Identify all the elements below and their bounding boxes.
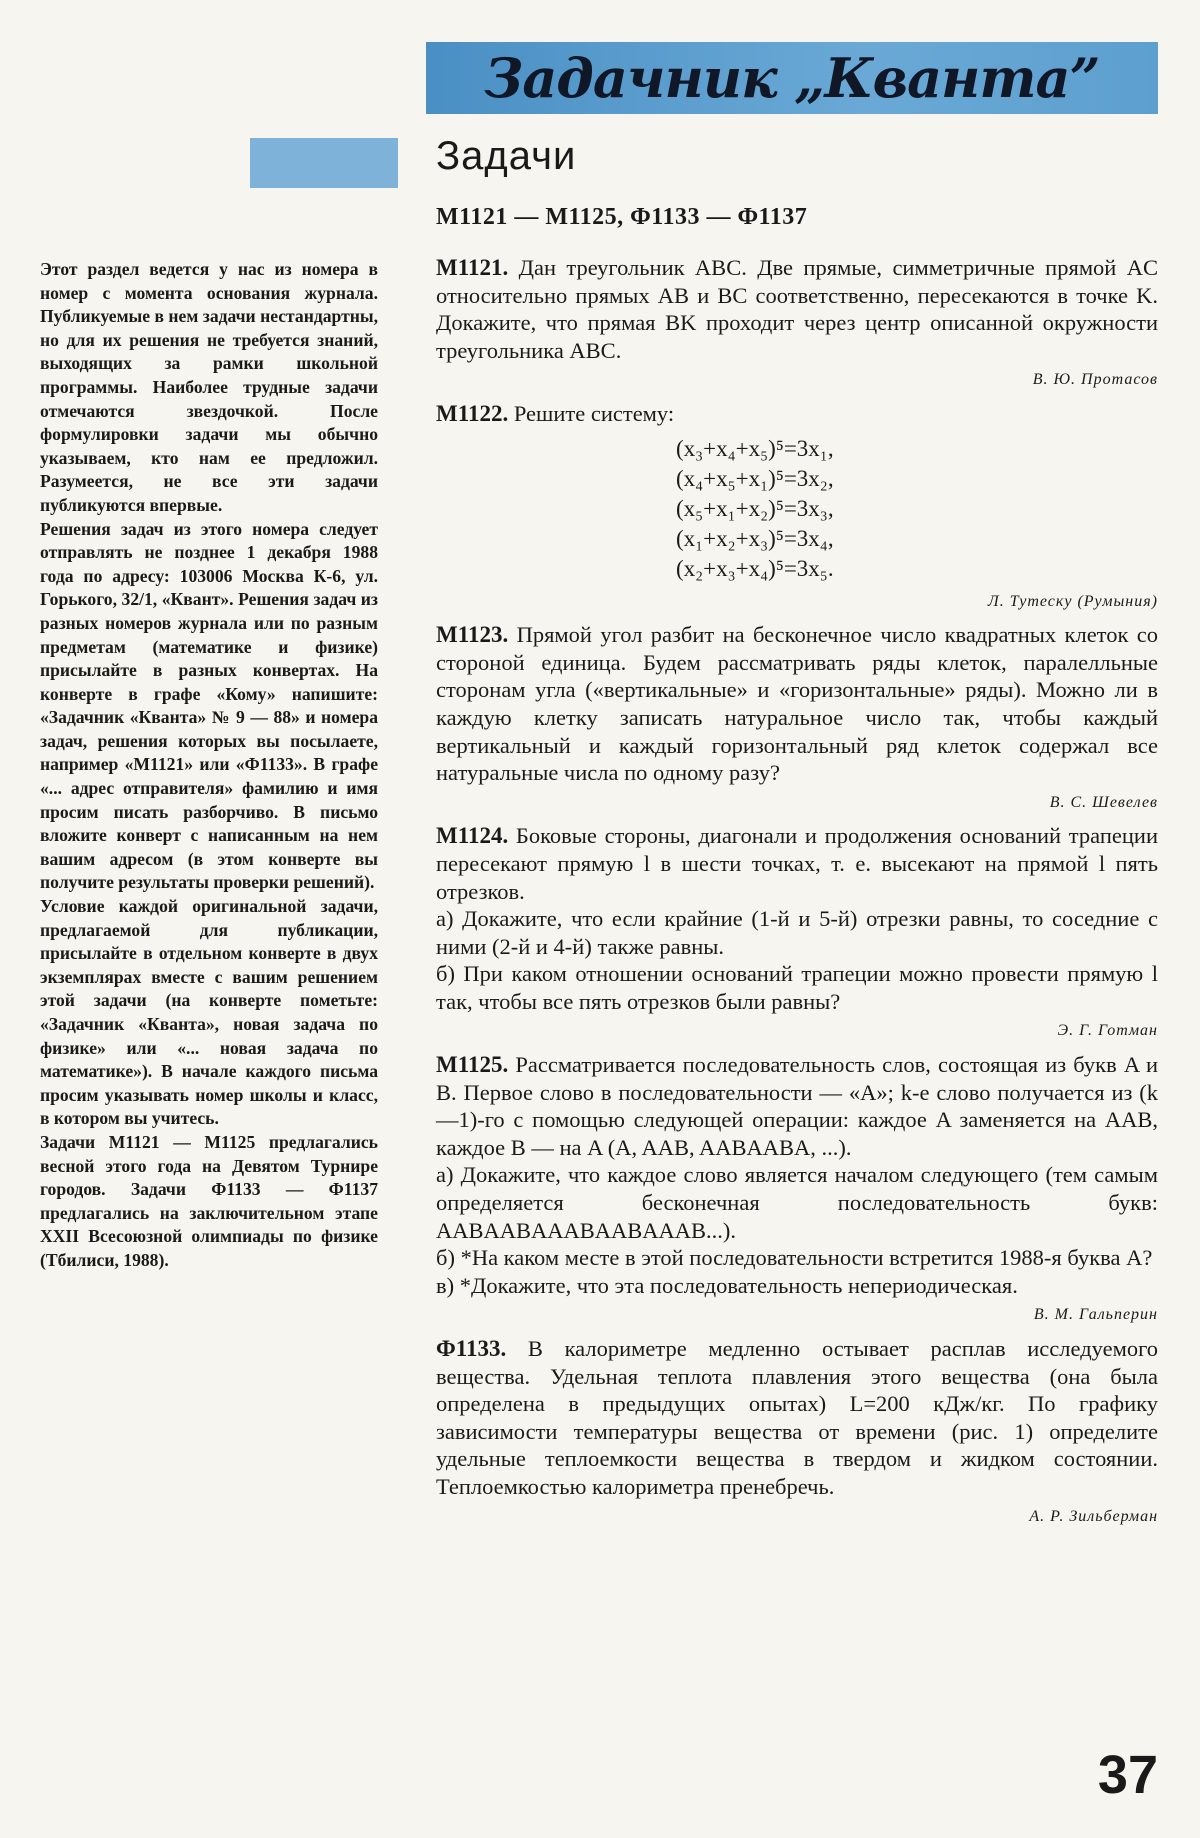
equation: (x₁+x₂+x₃)⁵=3x₄, [676,525,834,551]
sidebar-paragraph: Этот раздел ведется у нас из номера в номер с момента основания журнала. Публикуемые в нем задачи нестандартны, но для их решения не требуется знаний, выходящих за рамки школьной программы. Наиболее трудные задачи отмечаются звездочкой. После формулировки задачи мы обычно указываем, кто нам ее предложил. Разумеется, не все эти задачи публикуются впервые. [40,259,378,515]
problems-column [436,254,1158,1536]
problem-m1125 [436,1051,1158,1329]
problem-part-b: б) *На каком месте в этой последовательности встретится 1988-я буква A? [436,1245,1153,1271]
problem-part-c: в) *Докажите, что эта последовательность непериодическая. [436,1272,1018,1298]
sidebar-paragraph: Решения задач из этого номера следует отправлять не позднее 1 декабря 1988 года по адресу: 103006 Москва К-6, ул. Горького, 32/1, «Квант». Решения задач из разных номеров журнала или по разным предметам (математике и физике) присылайте в разных конвертах. На конверте в графе «Кому» напишите: «Задачник «Кванта» № 9 — 88» и номера задач, решения которых вы посылаете, например «М1121» или «Ф1133». В графе «... адрес отправителя» фамилию и имя просим писать разборчиво. В письмо вложите конверт с написанным на нем вашим адресом (в этом конверте вы получите результаты проверки решений). [40,518,378,893]
sidebar-paragraph: Задачи М1121 — М1125 предлагались весной этого года на Девятом Турнире городов. Задачи Ф1133 — Ф1137 предлагались на заключительном этапе XXII Всесоюзной олимпиады по физике (Тбилиси, 1988). [40,1131,378,1270]
problem-range: М1121 — М1125, Ф1133 — Ф1137 [436,204,808,230]
problem-part-a: а) Докажите, что каждое слово является началом следующего (тем самым определяется бесконечная последовательность букв: AABAABAAABAABAAAB...). [436,1162,1158,1243]
problem-text: Решите систему: [513,400,675,426]
problem-id: М1124. [436,823,509,849]
problem-author: В. Ю. Протасов [1032,371,1158,389]
sidebar-paragraph: Условие каждой оригинальной задачи, предлагаемой для публикации, присылайте в отдельном конверте в двух экземплярах вместе с вашим решением этой задачи (на конверте пометьте: «Задачник «Кванта», новая задача по физике» или «... новая задача по математике»). В начале каждого письма просим указывать номер школы и класс, в котором вы учитесь. [40,896,378,1129]
problem-text: Боковые стороны, диагонали и продолжения оснований трапеции пересекают прямую l в шести точках, т. е. высекают на прямой l пять отрезков. [436,823,1158,904]
problem-m1124 [436,822,1158,1045]
problem-text: В калориметре медленно остывает расплав исследуемого вещества. Удельная теплота плавления этого вещества (она была определена в предыдущих опытах) L=200 кДж/кг. По графику зависимости температуры вещества от времени (рис. 1) определите удельные теплоемкости вещества в твердом и жидком состоянии. Теплоемкостью калориметра пренебречь. [436,1336,1158,1499]
equation-system [676,434,1158,584]
problem-f1133 [436,1335,1158,1530]
problem-author: В. М. Гальперин [1033,1306,1158,1324]
page-number: 37 [1097,1745,1158,1805]
problem-m1122 [436,400,1158,615]
problem-id: Ф1133. [436,1336,507,1361]
problem-id: М1123. [436,622,509,648]
equation: (x₄+x₅+x₁)⁵=3x₂, [676,465,834,491]
problem-text: Дан треугольник ABC. Две прямые, симметричные прямой AC относительно прямых AB и BC соответственно, пересекаются в точке K. Докажите, что прямая BK проходит через центр описанной окружности треугольника ABC. [436,255,1159,363]
problem-part-a: а) Докажите, что если крайние (1-й и 5-й) отрезки равны, то соседние с ними (2-й и 4-й) также равны. [436,906,1158,959]
problem-author: Э. Г. Готман [1057,1022,1158,1040]
problem-id: М1121. [436,255,509,280]
problem-part-b: б) При каком отношении оснований трапеции можно провести прямую l так, чтобы все пять отрезков были равны? [436,961,1158,1014]
equation: (x₃+x₄+x₅)⁵=3x₁, [676,435,834,461]
section-title: Задачи [436,134,577,178]
header-banner [426,42,1158,114]
problem-author: А. Р. Зильберман [1029,1507,1158,1525]
decorative-blue-block [250,138,398,188]
equation: (x₅+x₁+x₂)⁵=3x₃, [676,495,834,521]
problem-m1123 [436,621,1158,816]
sidebar-info [40,258,378,1273]
banner-title: Задачник „Кванта” [484,46,1100,110]
problem-m1121 [436,254,1158,394]
problem-text: Рассматривается последовательность слов, состоящая из букв A и B. Первое слово в последовательности — «A»; k-е слово получается из (k—1)-го с помощью следующей операции: каждое A заменяется на AAB, каждое B — на A (A, AAB, AABAABA, ...). [436,1052,1158,1160]
problem-text: Прямой угол разбит на бесконечное число квадратных клеток со стороной единица. Будем рассматривать ряды клеток, паралелльные сторонам угла («вертикальные» и «горизонтальные» ряды). Можно ли в каждую клетку записать натуральное число так, чтобы каждый вертикальный и каждый горизонтальный ряд клеток содержал все натуральные числа по одному разу? [436,622,1158,786]
problem-id: М1125. [436,1052,509,1078]
equation: (x₂+x₃+x₄)⁵=3x₅. [676,555,834,581]
problem-id: М1122. [436,400,509,426]
problem-author: Л. Тутеску (Румыния) [987,592,1158,610]
problem-author: В. С. Шевелев [1049,793,1158,811]
